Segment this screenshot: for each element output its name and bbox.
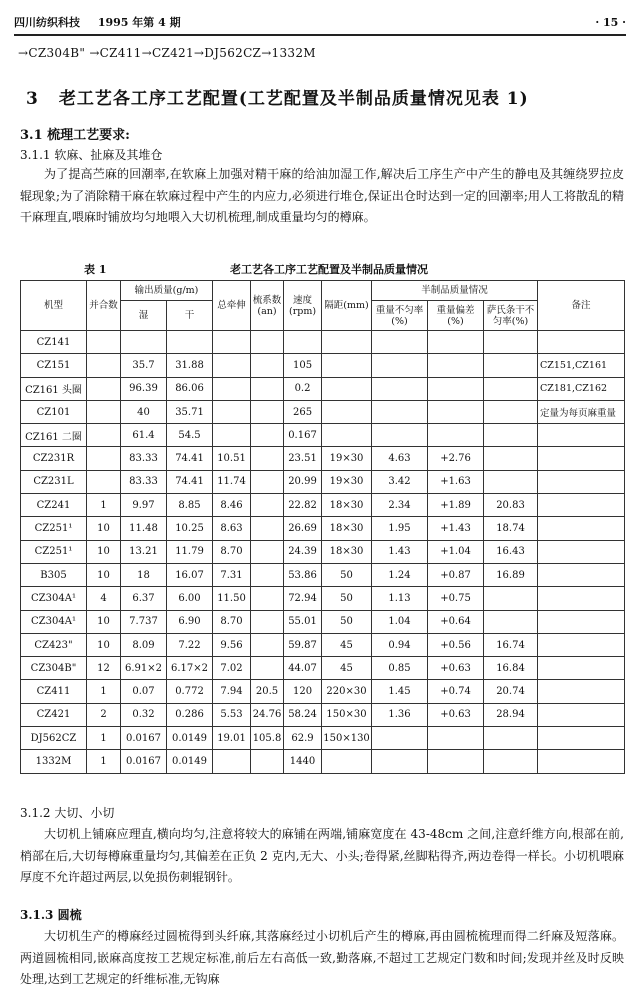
table-cell xyxy=(372,727,428,750)
remark-cell xyxy=(538,447,625,470)
table-cell: 0.85 xyxy=(372,657,428,680)
table-cell: 0.772 xyxy=(167,680,213,703)
table-cell: 20.83 xyxy=(484,494,538,517)
table-cell: 150×130 xyxy=(322,727,372,750)
table-row xyxy=(21,354,625,377)
table-cell: 10.25 xyxy=(167,517,213,540)
table-cell: 220×30 xyxy=(322,680,372,703)
table-row xyxy=(21,400,625,423)
table-cell: 0.0149 xyxy=(167,727,213,750)
table-cell xyxy=(372,750,428,773)
header-output: 输出质量(g/m) xyxy=(121,281,213,301)
remark-cell xyxy=(538,657,625,680)
table-cell xyxy=(322,354,372,377)
header-remark: 备注 xyxy=(538,281,625,331)
table-cell xyxy=(251,750,284,773)
machine-cell: CZ241 xyxy=(21,494,87,517)
table-cell xyxy=(484,377,538,400)
remark-cell xyxy=(538,587,625,610)
section-3-1-3-paragraph: 大切机生产的樽麻经过圆梳得到头纤麻,其落麻经过小切机后产生的樽麻,再由圆梳梳理而得二纤麻及短落麻。两道圆梳相同,嵌麻高度按工艺规定标准,前后左右高低一致,勤落麻,不超过工艺规定门数和时间;发现并丝及时反映处理,达到工艺规定的纤维标准,无钩麻 xyxy=(20,929,624,986)
section-3-1-1-heading: 3.1.1 软麻、扯麻及其堆仓 xyxy=(20,148,163,162)
table-cell: 0.0149 xyxy=(167,750,213,773)
table-cell xyxy=(251,657,284,680)
table-row xyxy=(21,470,625,493)
header-quality: 半制品质量情况 xyxy=(372,281,538,301)
table-cell xyxy=(428,354,484,377)
table-cell: 0.32 xyxy=(121,703,167,726)
table-cell xyxy=(322,750,372,773)
remark-cell xyxy=(538,540,625,563)
table-cell: 0.0167 xyxy=(121,727,167,750)
table-cell: 26.69 xyxy=(284,517,322,540)
table-cell xyxy=(428,331,484,354)
table-cell: 6.17×2 xyxy=(167,657,213,680)
table-cell xyxy=(372,354,428,377)
table-cell: 10 xyxy=(87,610,121,633)
table-row xyxy=(21,563,625,586)
header-gauge: 隔距(mm) xyxy=(322,281,372,331)
table-cell: 83.33 xyxy=(121,470,167,493)
table-cell xyxy=(322,377,372,400)
table-cell: 20.99 xyxy=(284,470,322,493)
table-cell xyxy=(484,610,538,633)
table-cell: 53.86 xyxy=(284,563,322,586)
table-row xyxy=(21,517,625,540)
machine-cell: CZ231R xyxy=(21,447,87,470)
table-cell xyxy=(167,331,213,354)
table-cell: 86.06 xyxy=(167,377,213,400)
table-cell: 19×30 xyxy=(322,447,372,470)
header-speed: 速度(rpm) xyxy=(284,281,322,331)
table-cell: 11.48 xyxy=(121,517,167,540)
table-cell: +0.87 xyxy=(428,563,484,586)
table-cell: +1.04 xyxy=(428,540,484,563)
table-cell: 120 xyxy=(284,680,322,703)
table-cell xyxy=(251,587,284,610)
table-cell xyxy=(87,400,121,423)
table-cell: 6.90 xyxy=(167,610,213,633)
table-cell: 0.07 xyxy=(121,680,167,703)
table-cell xyxy=(251,517,284,540)
table-cell: 50 xyxy=(322,563,372,586)
table-cell xyxy=(251,633,284,656)
table-cell: 16.74 xyxy=(484,633,538,656)
table-cell xyxy=(251,563,284,586)
table-cell: +1.43 xyxy=(428,517,484,540)
machine-cell: CZ231L xyxy=(21,470,87,493)
machine-cell: CZ304A¹ xyxy=(21,610,87,633)
table-body xyxy=(21,331,625,774)
table-row xyxy=(21,447,625,470)
table-cell: 6.91×2 xyxy=(121,657,167,680)
section-number: 3 xyxy=(26,89,39,109)
table-cell xyxy=(372,424,428,447)
table-cell: 150×30 xyxy=(322,703,372,726)
table-cell: 18 xyxy=(121,563,167,586)
header-draft: 总牵伸 xyxy=(213,281,251,331)
table-cell: 1 xyxy=(87,494,121,517)
remark-cell xyxy=(538,424,625,447)
table-cell: 105 xyxy=(284,354,322,377)
remark-cell xyxy=(538,331,625,354)
table-cell: 1.36 xyxy=(372,703,428,726)
table-cell: +0.63 xyxy=(428,703,484,726)
issue-label: 1995 年第 4 期 xyxy=(97,16,181,29)
table-cell xyxy=(213,400,251,423)
remark-cell xyxy=(538,680,625,703)
table-cell: +2.76 xyxy=(428,447,484,470)
table-cell xyxy=(213,750,251,773)
table-cell xyxy=(484,587,538,610)
table-cell: +0.63 xyxy=(428,657,484,680)
table-cell: 105.8 xyxy=(251,727,284,750)
section-3-heading xyxy=(26,84,529,109)
table-cell xyxy=(251,470,284,493)
table-row xyxy=(21,587,625,610)
process-flow-line: →CZ304B" →CZ411→CZ421→DJ562CZ→1332M xyxy=(18,46,316,60)
table-cell: 35.71 xyxy=(167,400,213,423)
table-cell xyxy=(251,494,284,517)
machine-cell: CZ304B" xyxy=(21,657,87,680)
table-cell xyxy=(213,331,251,354)
table-cell: 8.63 xyxy=(213,517,251,540)
table-cell: 83.33 xyxy=(121,447,167,470)
table-cell: 28.94 xyxy=(484,703,538,726)
header-wet: 湿 xyxy=(121,301,167,331)
table-cell: 2.34 xyxy=(372,494,428,517)
header-deviation: 重量偏差(%) xyxy=(428,301,484,331)
table-cell xyxy=(87,424,121,447)
table-row xyxy=(21,610,625,633)
table-cell: 12 xyxy=(87,657,121,680)
table-row xyxy=(21,494,625,517)
remark-cell xyxy=(538,727,625,750)
table-cell xyxy=(251,354,284,377)
table-cell xyxy=(372,331,428,354)
table-cell xyxy=(121,331,167,354)
table-cell: 4 xyxy=(87,587,121,610)
table-cell: +1.63 xyxy=(428,470,484,493)
table-cell: 0.2 xyxy=(284,377,322,400)
machine-cell: CZ161 二圈 xyxy=(21,424,87,447)
journal-name: 四川纺织科技 xyxy=(14,16,80,29)
table-cell: 9.56 xyxy=(213,633,251,656)
table-row xyxy=(21,540,625,563)
table-row xyxy=(21,377,625,400)
table-row xyxy=(21,703,625,726)
table-cell xyxy=(484,424,538,447)
remark-cell xyxy=(538,633,625,656)
table-cell: 6.00 xyxy=(167,587,213,610)
table-cell: 22.82 xyxy=(284,494,322,517)
remark-cell xyxy=(538,517,625,540)
table-cell: 16.84 xyxy=(484,657,538,680)
table-cell: 50 xyxy=(322,587,372,610)
table-row xyxy=(21,657,625,680)
table-cell: 44.07 xyxy=(284,657,322,680)
table-cell: +1.89 xyxy=(428,494,484,517)
table-cell: 8.09 xyxy=(121,633,167,656)
table-cell xyxy=(213,424,251,447)
table-cell: 1.95 xyxy=(372,517,428,540)
table-cell: 1440 xyxy=(284,750,322,773)
running-header xyxy=(14,10,626,36)
table-cell: 24.39 xyxy=(284,540,322,563)
table-cell xyxy=(251,610,284,633)
section-3-1-3-heading: 3.1.3 圆梳 xyxy=(20,908,82,922)
table-cell: 18×30 xyxy=(322,540,372,563)
table-title: 老工艺各工序工艺配置及半制品质量情况 xyxy=(230,263,428,276)
table-cell xyxy=(372,377,428,400)
table-cell: 7.94 xyxy=(213,680,251,703)
table-cell xyxy=(484,331,538,354)
table-row xyxy=(21,633,625,656)
table-cell: 50 xyxy=(322,610,372,633)
machine-cell: CZ251¹ xyxy=(21,540,87,563)
table-cell: 55.01 xyxy=(284,610,322,633)
table-cell: 10 xyxy=(87,633,121,656)
table-cell: 7.737 xyxy=(121,610,167,633)
table-cell xyxy=(251,447,284,470)
table-cell xyxy=(322,331,372,354)
table-cell xyxy=(87,447,121,470)
table-cell: 11.74 xyxy=(213,470,251,493)
table-cell xyxy=(251,424,284,447)
table-cell: 31.88 xyxy=(167,354,213,377)
table-cell: 7.31 xyxy=(213,563,251,586)
machine-cell: 1332M xyxy=(21,750,87,773)
table-cell: 7.22 xyxy=(167,633,213,656)
table-cell: 24.76 xyxy=(251,703,284,726)
table-cell xyxy=(284,331,322,354)
table-cell: 8.70 xyxy=(213,610,251,633)
process-table xyxy=(20,280,625,774)
table-cell: 1.43 xyxy=(372,540,428,563)
machine-cell: CZ151 xyxy=(21,354,87,377)
table-cell xyxy=(484,727,538,750)
table-cell: 7.02 xyxy=(213,657,251,680)
table-cell: 18×30 xyxy=(322,494,372,517)
header-machine: 机型 xyxy=(21,281,87,331)
table-cell xyxy=(251,377,284,400)
remark-cell xyxy=(538,703,625,726)
table-cell: 8.85 xyxy=(167,494,213,517)
table-cell xyxy=(428,377,484,400)
table-cell: 2 xyxy=(87,703,121,726)
table-cell xyxy=(87,470,121,493)
table-cell: 58.24 xyxy=(284,703,322,726)
table-cell: 1.04 xyxy=(372,610,428,633)
remark-cell xyxy=(538,563,625,586)
table-cell xyxy=(213,354,251,377)
machine-cell: CZ421 xyxy=(21,703,87,726)
table-cell: 40 xyxy=(121,400,167,423)
table-cell xyxy=(484,400,538,423)
table-cell xyxy=(251,400,284,423)
table-cell xyxy=(484,354,538,377)
table-cell: +0.74 xyxy=(428,680,484,703)
table-cell: 16.43 xyxy=(484,540,538,563)
table-cell: 18.74 xyxy=(484,517,538,540)
table-row xyxy=(21,331,625,354)
section-3-1-heading: 3.1 梳理工艺要求: xyxy=(20,128,130,143)
machine-cell: CZ141 xyxy=(21,331,87,354)
table-cell: 1 xyxy=(87,750,121,773)
section-title: 老工艺各工序工艺配置(工艺配置及半制品质量情况见表 1) xyxy=(58,89,529,109)
table-cell xyxy=(428,400,484,423)
table-cell: 45 xyxy=(322,657,372,680)
table-cell xyxy=(251,540,284,563)
table-cell xyxy=(213,377,251,400)
table-cell xyxy=(87,331,121,354)
table-cell xyxy=(322,424,372,447)
table-row xyxy=(21,750,625,773)
table-cell: 54.5 xyxy=(167,424,213,447)
table-cell xyxy=(428,727,484,750)
header-doubling: 并合数 xyxy=(87,281,121,331)
header-pins: 梳系数(an) xyxy=(251,281,284,331)
remark-cell xyxy=(538,494,625,517)
table-cell: 1.13 xyxy=(372,587,428,610)
machine-cell: CZ101 xyxy=(21,400,87,423)
table-cell xyxy=(322,400,372,423)
table-cell: 20.5 xyxy=(251,680,284,703)
table-row xyxy=(21,680,625,703)
machine-cell: CZ251¹ xyxy=(21,517,87,540)
table-cell xyxy=(251,331,284,354)
header-cv: 重量不匀率(%) xyxy=(372,301,428,331)
header-dry: 干 xyxy=(167,301,213,331)
table-cell xyxy=(87,354,121,377)
table-row xyxy=(21,727,625,750)
table-cell: 5.53 xyxy=(213,703,251,726)
table-cell: 4.63 xyxy=(372,447,428,470)
table-cell: 20.74 xyxy=(484,680,538,703)
table-cell xyxy=(484,447,538,470)
table-cell: 0.0167 xyxy=(121,750,167,773)
table-cell: 1.45 xyxy=(372,680,428,703)
page-number: · 15 · xyxy=(595,15,626,29)
table-cell: 1 xyxy=(87,680,121,703)
table-cell: 0.94 xyxy=(372,633,428,656)
table-label: 表 1 xyxy=(84,263,107,276)
table-cell: 10 xyxy=(87,540,121,563)
table-cell xyxy=(428,750,484,773)
table-cell: 62.9 xyxy=(284,727,322,750)
table-cell: 10 xyxy=(87,563,121,586)
remark-cell: CZ151,CZ161 xyxy=(538,354,625,377)
table-cell: 3.42 xyxy=(372,470,428,493)
table-cell: 10.51 xyxy=(213,447,251,470)
machine-cell: CZ304A¹ xyxy=(21,587,87,610)
table-cell: 265 xyxy=(284,400,322,423)
table-cell xyxy=(484,750,538,773)
remark-cell: 定量为每页麻重量 xyxy=(538,400,625,423)
section-3-1-2-heading: 3.1.2 大切、小切 xyxy=(20,806,115,820)
machine-cell: B305 xyxy=(21,563,87,586)
table-cell: 10 xyxy=(87,517,121,540)
table-cell: 96.39 xyxy=(121,377,167,400)
table-cell: 13.21 xyxy=(121,540,167,563)
table-row xyxy=(21,424,625,447)
table-cell: 1.24 xyxy=(372,563,428,586)
table-cell: 16.89 xyxy=(484,563,538,586)
table-cell: +0.56 xyxy=(428,633,484,656)
remark-cell xyxy=(538,610,625,633)
machine-cell: CZ161 头圈 xyxy=(21,377,87,400)
table-cell xyxy=(484,470,538,493)
table-cell: 23.51 xyxy=(284,447,322,470)
journal-info xyxy=(14,14,195,30)
table-cell: 9.97 xyxy=(121,494,167,517)
table-cell: 0.286 xyxy=(167,703,213,726)
table-cell: 35.7 xyxy=(121,354,167,377)
section-3-1-1-paragraph: 为了提高苎麻的回潮率,在软麻上加强对精干麻的给油加湿工作,解决后工序生产中产生的静电及其缠绕罗拉皮辊现象;为了消除精干麻在软麻过程中产生的内应力,必须进行堆仓,保证出仓时达到一定的回潮率;用人工将散乱的精干麻理直,喂麻时铺放均匀地喂入大切机梳理,制成重量均匀的樽麻。 xyxy=(20,167,624,224)
remark-cell: CZ181,CZ162 xyxy=(538,377,625,400)
table-cell: 19×30 xyxy=(322,470,372,493)
table-cell: 19.01 xyxy=(213,727,251,750)
machine-cell: CZ423" xyxy=(21,633,87,656)
table-cell xyxy=(372,400,428,423)
table-cell: 11.79 xyxy=(167,540,213,563)
table-cell: 61.4 xyxy=(121,424,167,447)
machine-cell: DJ562CZ xyxy=(21,727,87,750)
table-cell: 74.41 xyxy=(167,470,213,493)
header-sayle: 萨氏条干不匀率(%) xyxy=(484,301,538,331)
table-cell: 16.07 xyxy=(167,563,213,586)
table-cell: 45 xyxy=(322,633,372,656)
table-cell: 8.70 xyxy=(213,540,251,563)
table-cell: 1 xyxy=(87,727,121,750)
section-3-1-2-paragraph: 大切机上铺麻应理直,横向均匀,注意将较大的麻铺在两端,铺麻宽度在 43-48cm 之间,注意纤维方向,根部在前,梢部在后,大切每樽麻重量均匀,其偏差在正负 2 克内,无大、小头;卷得紧,丝脚粘得齐,两边卷得一样长。小切机喂麻厚度不允许超过两层,以免损伤刺辊钢针。 xyxy=(20,827,624,884)
table-cell xyxy=(428,424,484,447)
table-cell: +0.64 xyxy=(428,610,484,633)
remark-cell xyxy=(538,750,625,773)
remark-cell xyxy=(538,470,625,493)
table-cell: +0.75 xyxy=(428,587,484,610)
table-cell: 8.46 xyxy=(213,494,251,517)
table-cell: 11.50 xyxy=(213,587,251,610)
table-cell: 0.167 xyxy=(284,424,322,447)
table-cell: 59.87 xyxy=(284,633,322,656)
table-cell xyxy=(87,377,121,400)
table-cell: 72.94 xyxy=(284,587,322,610)
table-cell: 6.37 xyxy=(121,587,167,610)
machine-cell: CZ411 xyxy=(21,680,87,703)
table-cell: 74.41 xyxy=(167,447,213,470)
table-cell: 18×30 xyxy=(322,517,372,540)
